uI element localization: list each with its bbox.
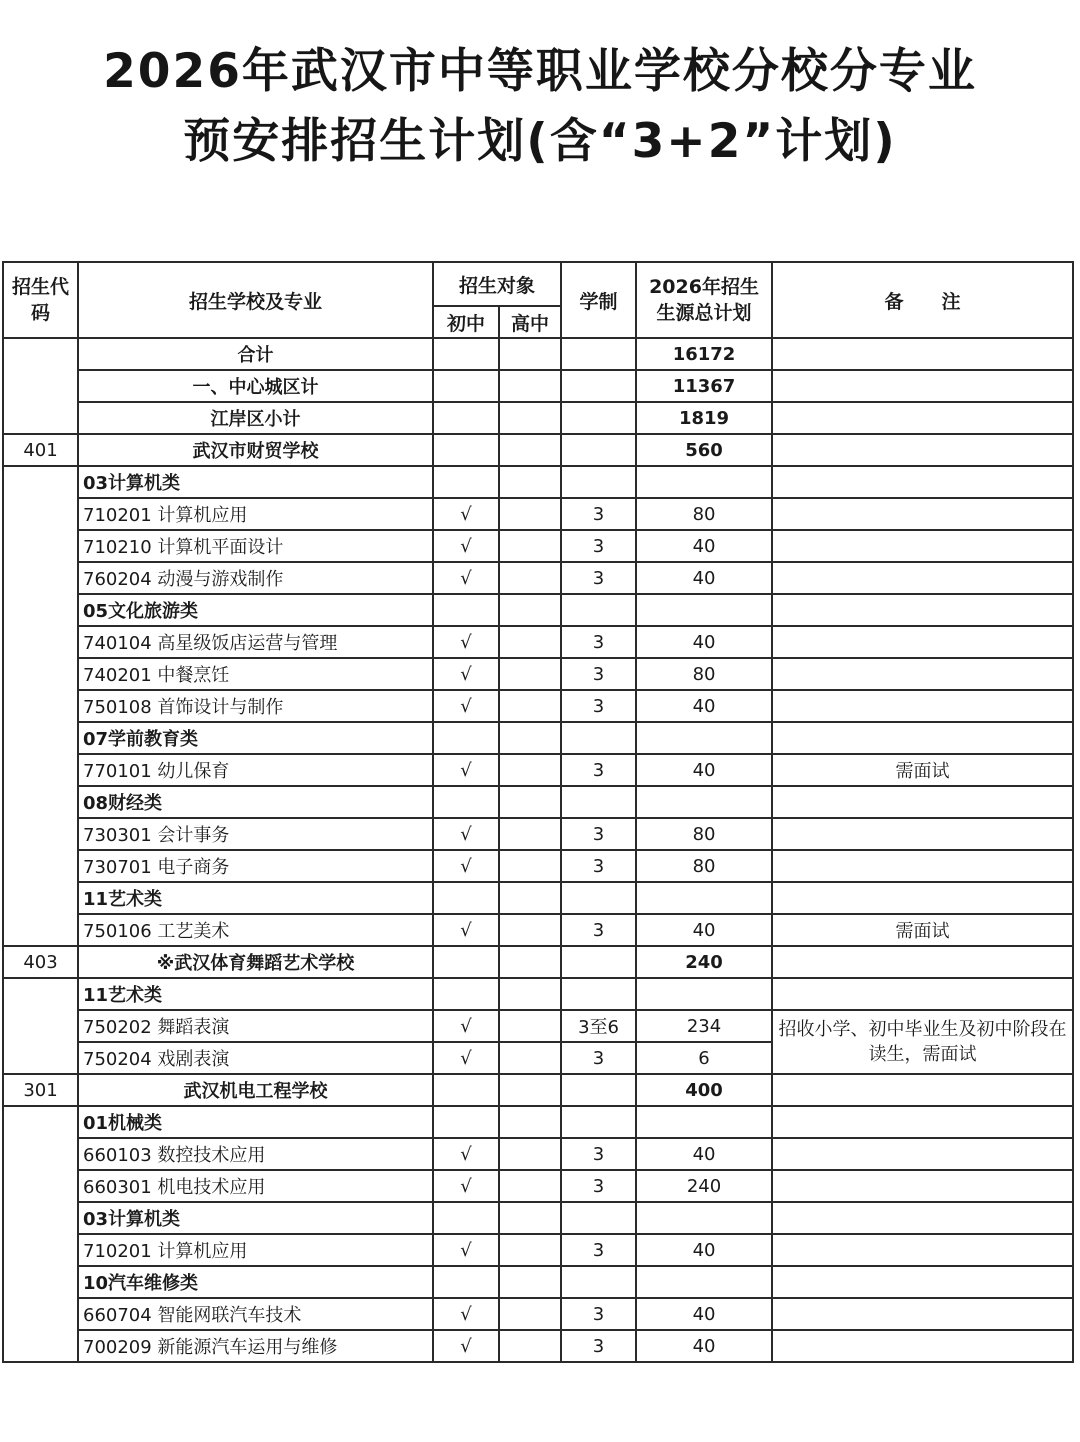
plan-value: 40 [636,1330,772,1362]
junior-check: √ [433,498,499,530]
plan-value: 80 [636,850,772,882]
junior-cell [433,722,499,754]
senior-cell [499,370,561,402]
major-row [3,530,1073,562]
category-row [3,786,1073,818]
remark-value [772,1170,1073,1202]
senior-cell [499,882,561,914]
header-code: 招生代码 [3,262,78,338]
duration-cell [561,338,636,370]
senior-check [499,850,561,882]
school-plan: 240 [636,946,772,978]
page-title-line-2: 预安排招生计划(含“3+2”计划) [183,114,897,169]
header-target: 招生对象 [433,262,561,306]
junior-check: √ [433,754,499,786]
junior-check: √ [433,1042,499,1074]
duration-value: 3 [561,690,636,722]
category-row [3,1266,1073,1298]
remark-cell [772,466,1073,498]
junior-check: √ [433,1170,499,1202]
header-duration: 学制 [561,262,636,338]
junior-check: √ [433,1234,499,1266]
header-junior: 初中 [433,306,499,338]
school-row [3,1074,1073,1106]
major-row [3,754,1073,786]
junior-check: √ [433,850,499,882]
junior-cell [433,1266,499,1298]
junior-cell [433,1106,499,1138]
duration-value: 3 [561,914,636,946]
senior-check [499,754,561,786]
plan-cell [636,1266,772,1298]
major-row [3,1234,1073,1266]
category-row [3,1106,1073,1138]
category-row [3,882,1073,914]
senior-cell [499,946,561,978]
summary-label: 一、中心城区计 [78,370,433,402]
remark-value [772,1234,1073,1266]
header-school: 招生学校及专业 [78,262,433,338]
duration-value: 3 [561,1042,636,1074]
plan-value: 40 [636,626,772,658]
duration-value: 3 [561,658,636,690]
senior-cell [499,1074,561,1106]
major-row [3,562,1073,594]
duration-cell [561,1202,636,1234]
senior-check [499,690,561,722]
major-label: 750202 舞蹈表演 [78,1010,433,1042]
major-row [3,690,1073,722]
duration-cell [561,1106,636,1138]
major-row [3,498,1073,530]
duration-value: 3 [561,1298,636,1330]
duration-cell [561,978,636,1010]
junior-check: √ [433,1138,499,1170]
major-label: 730701 电子商务 [78,850,433,882]
plan-cell [636,466,772,498]
category-row [3,466,1073,498]
junior-cell [433,402,499,434]
major-label: 730301 会计事务 [78,818,433,850]
senior-cell [499,1106,561,1138]
senior-cell [499,338,561,370]
major-label: 750106 工艺美术 [78,914,433,946]
remark-note: 招收小学、初中毕业生及初中阶段在读生，需面试 [772,1010,1073,1074]
plan-cell [636,722,772,754]
junior-check: √ [433,690,499,722]
major-label: 660301 机电技术应用 [78,1170,433,1202]
major-row [3,850,1073,882]
plan-cell [636,1202,772,1234]
duration-value: 3 [561,818,636,850]
plan-value: 40 [636,1298,772,1330]
plan-value: 40 [636,562,772,594]
senior-check [499,1234,561,1266]
plan-value: 80 [636,818,772,850]
major-label: 770101 幼儿保育 [78,754,433,786]
category-label: 03计算机类 [78,1202,433,1234]
major-row [3,1010,1073,1042]
plan-value: 234 [636,1010,772,1042]
major-label: 660103 数控技术应用 [78,1138,433,1170]
senior-cell [499,1202,561,1234]
junior-cell [433,1074,499,1106]
school-code: 403 [3,946,78,978]
category-label: 07学前教育类 [78,722,433,754]
remark-cell [772,946,1073,978]
plan-cell [636,882,772,914]
plan-value: 80 [636,658,772,690]
enrollment-plan-table [2,261,1074,1363]
major-row [3,1138,1073,1170]
senior-cell [499,466,561,498]
remark-cell [772,722,1073,754]
remark-value [772,818,1073,850]
school-plan: 400 [636,1074,772,1106]
page-title-line-1: 2026年武汉市中等职业学校分校分专业 [103,44,977,99]
remark-value [772,1138,1073,1170]
category-row [3,978,1073,1010]
senior-check [499,530,561,562]
school-code: 401 [3,434,78,466]
duration-cell [561,882,636,914]
duration-cell [561,1266,636,1298]
table-body [3,338,1073,1362]
remark-cell [772,1202,1073,1234]
code-cell-empty [3,466,78,946]
major-label: 660704 智能网联汽车技术 [78,1298,433,1330]
junior-cell [433,338,499,370]
category-label: 10汽车维修类 [78,1266,433,1298]
category-row [3,722,1073,754]
remark-cell [772,786,1073,818]
plan-value: 6 [636,1042,772,1074]
plan-value: 40 [636,530,772,562]
plan-value: 240 [636,1170,772,1202]
junior-cell [433,786,499,818]
category-label: 05文化旅游类 [78,594,433,626]
plan-cell [636,786,772,818]
major-row [3,914,1073,946]
header-senior: 高中 [499,306,561,338]
duration-cell [561,946,636,978]
remark-cell [772,1074,1073,1106]
summary-plan: 11367 [636,370,772,402]
plan-value: 40 [636,1138,772,1170]
school-name: 武汉市财贸学校 [78,434,433,466]
junior-cell [433,434,499,466]
junior-check: √ [433,1010,499,1042]
remark-value [772,1330,1073,1362]
summary-label: 合计 [78,338,433,370]
duration-cell [561,370,636,402]
remark-cell [772,1266,1073,1298]
duration-cell [561,1074,636,1106]
major-label: 700209 新能源汽车运用与维修 [78,1330,433,1362]
senior-check [499,1010,561,1042]
junior-cell [433,466,499,498]
junior-check: √ [433,1330,499,1362]
remark-value [772,562,1073,594]
major-row [3,1298,1073,1330]
major-label: 750204 戏剧表演 [78,1042,433,1074]
major-row [3,818,1073,850]
category-label: 11艺术类 [78,882,433,914]
summary-plan: 16172 [636,338,772,370]
remark-value [772,850,1073,882]
plan-cell [636,1106,772,1138]
duration-cell [561,722,636,754]
school-plan: 560 [636,434,772,466]
remark-cell [772,338,1073,370]
summary-row [3,338,1073,370]
plan-value: 40 [636,1234,772,1266]
senior-cell [499,594,561,626]
plan-value: 80 [636,498,772,530]
senior-cell [499,402,561,434]
remark-value [772,690,1073,722]
junior-cell [433,370,499,402]
school-row [3,946,1073,978]
header-remark: 备 注 [772,262,1073,338]
duration-value: 3 [561,754,636,786]
category-row [3,594,1073,626]
school-row [3,434,1073,466]
senior-check [499,658,561,690]
junior-check: √ [433,1298,499,1330]
senior-check [499,498,561,530]
plan-value: 40 [636,914,772,946]
major-label: 710210 计算机平面设计 [78,530,433,562]
code-cell-empty [3,338,78,434]
junior-cell [433,978,499,1010]
junior-check: √ [433,626,499,658]
senior-check [499,1330,561,1362]
remark-value [772,626,1073,658]
senior-check [499,914,561,946]
header-plan: 2026年招生生源总计划 [636,262,772,338]
remark-value: 需面试 [772,914,1073,946]
major-row [3,626,1073,658]
junior-cell [433,882,499,914]
major-label: 740104 高星级饭店运营与管理 [78,626,433,658]
junior-cell [433,1202,499,1234]
remark-cell [772,434,1073,466]
junior-check: √ [433,658,499,690]
remark-cell [772,978,1073,1010]
senior-cell [499,1266,561,1298]
senior-cell [499,786,561,818]
duration-cell [561,434,636,466]
duration-value: 3 [561,1330,636,1362]
summary-label: 江岸区小计 [78,402,433,434]
junior-check: √ [433,914,499,946]
duration-value: 3 [561,1170,636,1202]
remark-value: 需面试 [772,754,1073,786]
major-row [3,1170,1073,1202]
duration-cell [561,466,636,498]
senior-cell [499,722,561,754]
category-label: 08财经类 [78,786,433,818]
major-label: 740201 中餐烹饪 [78,658,433,690]
duration-cell [561,594,636,626]
senior-cell [499,434,561,466]
major-row [3,1330,1073,1362]
major-label: 710201 计算机应用 [78,1234,433,1266]
remark-cell [772,402,1073,434]
junior-cell [433,946,499,978]
remark-cell [772,370,1073,402]
junior-check: √ [433,562,499,594]
senior-check [499,1170,561,1202]
junior-check: √ [433,530,499,562]
plan-value: 40 [636,754,772,786]
senior-check [499,1138,561,1170]
code-cell-empty [3,1106,78,1362]
summary-row [3,370,1073,402]
school-name: 武汉机电工程学校 [78,1074,433,1106]
senior-check [499,818,561,850]
plan-cell [636,978,772,1010]
senior-check [499,626,561,658]
remark-value [772,1298,1073,1330]
duration-value: 3 [561,850,636,882]
major-label: 750108 首饰设计与制作 [78,690,433,722]
plan-value: 40 [636,690,772,722]
junior-check: √ [433,818,499,850]
senior-check [499,1298,561,1330]
category-label: 11艺术类 [78,978,433,1010]
duration-value: 3 [561,1234,636,1266]
duration-value: 3 [561,626,636,658]
major-label: 760204 动漫与游戏制作 [78,562,433,594]
duration-value: 3 [561,1138,636,1170]
school-code: 301 [3,1074,78,1106]
major-label: 710201 计算机应用 [78,498,433,530]
summary-plan: 1819 [636,402,772,434]
summary-row [3,402,1073,434]
remark-cell [772,1106,1073,1138]
code-cell-empty [3,978,78,1074]
senior-check [499,1042,561,1074]
duration-value: 3 [561,498,636,530]
duration-cell [561,786,636,818]
plan-cell [636,594,772,626]
duration-value: 3 [561,530,636,562]
remark-value [772,498,1073,530]
junior-cell [433,594,499,626]
remark-value [772,658,1073,690]
duration-value: 3 [561,562,636,594]
duration-value: 3至6 [561,1010,636,1042]
senior-cell [499,978,561,1010]
duration-cell [561,402,636,434]
remark-cell [772,882,1073,914]
school-name: ※武汉体育舞蹈艺术学校 [78,946,433,978]
remark-value [772,530,1073,562]
category-row [3,1202,1073,1234]
major-row [3,658,1073,690]
category-label: 01机械类 [78,1106,433,1138]
remark-cell [772,594,1073,626]
category-label: 03计算机类 [78,466,433,498]
senior-check [499,562,561,594]
